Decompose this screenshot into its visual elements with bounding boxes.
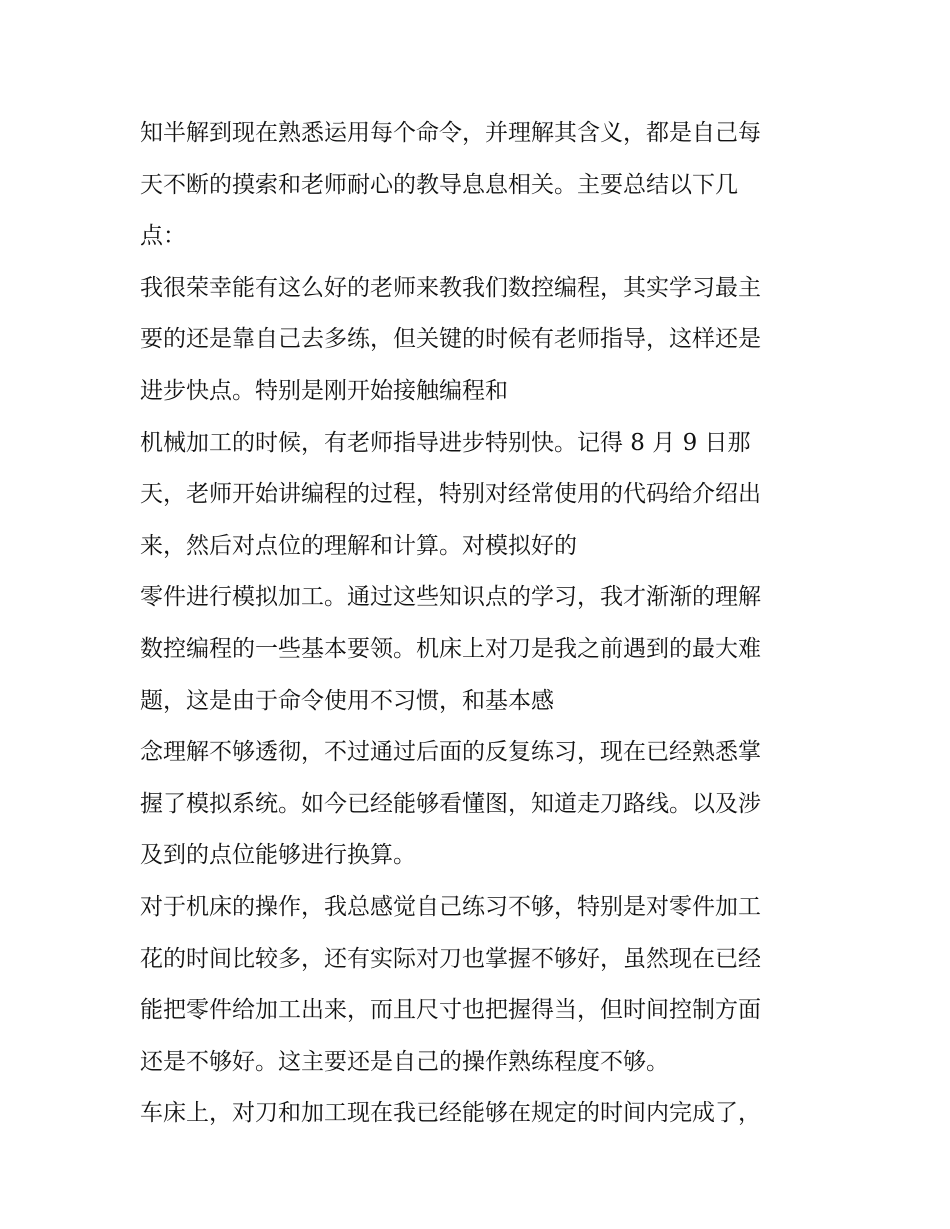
text-line: 能把零件给加工出来，而且尺寸也把握得当，但时间控制方面: [140, 997, 761, 1024]
text-line: 点：: [140, 223, 186, 250]
text-line: 来，然后对点位的理解和计算。对模拟好的: [140, 532, 577, 559]
text-line: 对于机床的操作，我总感觉自己练习不够，特别是对零件加工: [140, 893, 761, 920]
text-line: 车床上，对刀和加工现在我已经能够在规定的时间内完成了，: [140, 1100, 761, 1127]
text-line: 我很荣幸能有这么好的老师来教我们数控编程，其实学习最主: [140, 274, 761, 301]
text-line: 握了模拟系统。如今已经能够看懂图，知道走刀路线。以及涉: [140, 790, 761, 817]
text-line: 数控编程的一些基本要领。机床上对刀是我之前遇到的最大难: [140, 635, 761, 662]
text-line: 念理解不够透彻，不过通过后面的反复练习，现在已经熟悉掌: [140, 739, 761, 766]
text-line: 要的还是靠自己去多练，但关键的时候有老师指导，这样还是: [140, 326, 761, 353]
text-line: 进步快点。特别是刚开始接触编程和: [140, 377, 508, 404]
body-text: [140, 108, 830, 1140]
text-line: 天，老师开始讲编程的过程，特别对经常使用的代码给介绍出: [140, 481, 761, 508]
text-line: 零件进行模拟加工。通过这些知识点的学习，我才渐渐的理解: [140, 584, 761, 611]
text-line: 知半解到现在熟悉运用每个命令，并理解其含义，都是自己每: [140, 120, 761, 146]
text-line: 题，这是由于命令使用不习惯，和基本感: [140, 687, 554, 714]
text-line: 及到的点位能够进行换算。: [140, 842, 416, 869]
text-line: 机械加工的时候，有老师指导进步特别快。记得 8 月 9 日那: [140, 429, 751, 456]
text-line: 天不断的摸索和老师耐心的教导息息相关。主要总结以下几: [140, 171, 738, 198]
text-line: 还是不够好。这主要还是自己的操作熟练程度不够。: [140, 1048, 669, 1075]
text-line: 花的时间比较多，还有实际对刀也掌握不够好，虽然现在已经: [140, 945, 761, 972]
